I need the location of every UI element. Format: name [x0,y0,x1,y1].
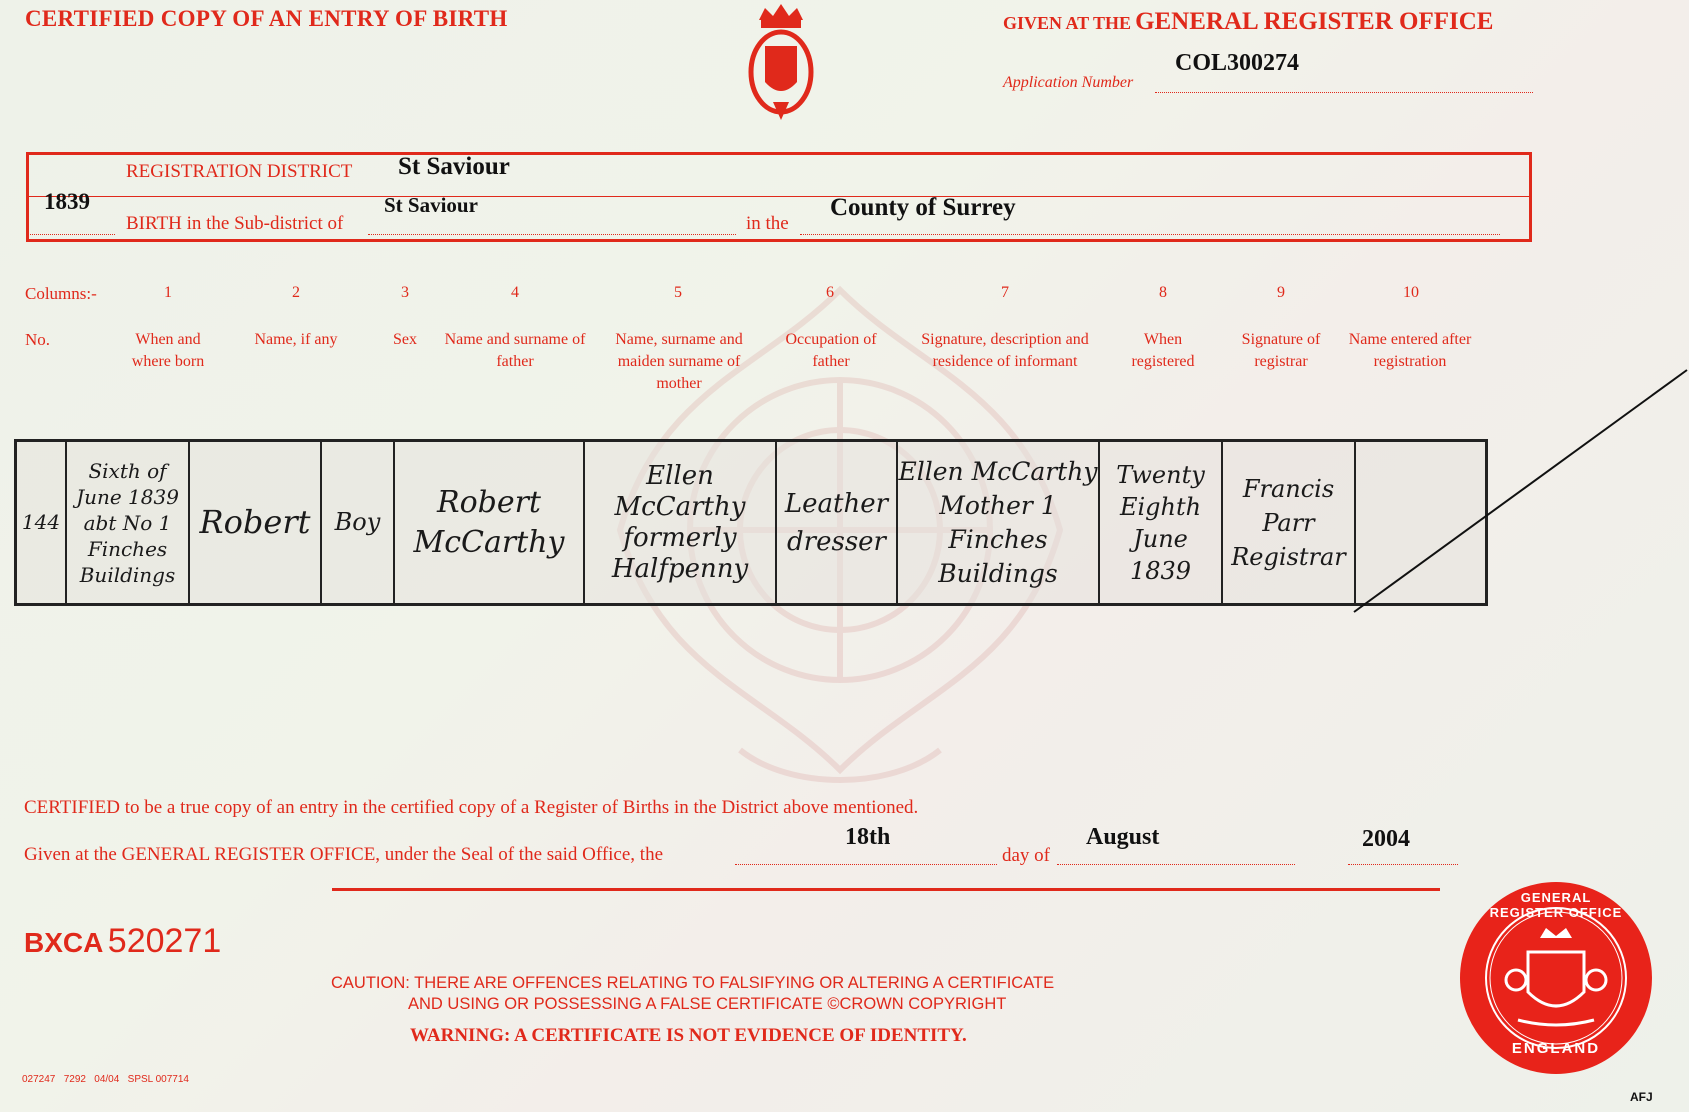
registration-district-value: St Saviour [398,153,510,180]
entry-informant: Ellen McCarthy Mother 1 Finches Buildings [898,441,1100,604]
column-number-9: 9 [1277,284,1285,301]
warning-text: WARNING: A CERTIFICATE IS NOT EVIDENCE OF IDENTITY. [410,1025,967,1046]
column-number-3: 3 [401,284,409,301]
in-the-label: in the [746,213,789,234]
registration-box-divider [26,196,1532,197]
day-of-label: day of [1002,845,1051,866]
entry-name: Robert [190,441,322,604]
column-header-when-born: When and where born [131,331,205,370]
column-number-5: 5 [674,284,682,301]
serial-prefix: BXCA [24,927,104,958]
certification-year: 2004 [1362,826,1410,852]
birth-sub-district-label: BIRTH in the Sub-district of [126,213,344,234]
given-at-header [1003,8,1493,36]
column-header-registrar: Signature of registrar [1241,331,1321,370]
certification-month: August [1086,824,1160,850]
serial-digits: 520271 [107,922,222,960]
column-number-10: 10 [1403,284,1419,301]
entry-occupation: Leather dresser [777,441,898,604]
column-header-mother: Name, surname and maiden surname of mother [615,331,743,392]
entry-when-registered: Twenty Eighth June 1839 [1100,441,1223,604]
entry-when-where-born: Sixth of June 1839 abt No 1 Finches Buildings [67,441,190,604]
column-number-8: 8 [1159,284,1167,301]
columns-label: Columns:- [25,284,97,303]
column-number-6: 6 [826,284,834,301]
strike-through-line [1352,360,1689,620]
entry-registrar: Francis Parr Registrar [1223,441,1356,604]
column-header-informant: Signature, description and residence of informant [921,331,1089,370]
entry-mother: Ellen McCarthy formerly Halfpenny [585,441,777,604]
footer-initials: AFJ [1630,1090,1653,1104]
certification-day: 18th [845,824,891,850]
caution-line-1: CAUTION: THERE ARE OFFENCES RELATING TO FALSIFYING OR ALTERING A CERTIFICATE [331,974,1055,992]
county-value: County of Surrey [830,194,1016,221]
certification-statement: CERTIFIED to be a true copy of an entry in the certified copy of a Register of Births in the District above mentioned. [24,797,919,818]
column-header-name: Name, if any [254,331,338,348]
certificate-title: CERTIFIED COPY OF AN ENTRY OF BIRTH [25,6,508,31]
caution-line-2: AND USING OR POSSESSING A FALSE CERTIFICATE ©CROWN COPYRIGHT [408,995,1007,1013]
column-number-4: 4 [511,284,519,301]
application-number-label: Application Number [1003,74,1134,91]
sub-district-value: St Saviour [384,193,478,217]
given-at-prefix: GIVEN AT THE [1003,13,1132,33]
column-header-father: Name and surname of father [444,331,586,370]
given-at-text: Given at the GENERAL REGISTER OFFICE, under the Seal of the said Office, the [24,844,664,865]
column-header-sex: Sex [393,331,417,348]
footer-codes: 027247 7292 04/04 SPSL 007714 [22,1074,189,1085]
seal-top-text: GENERAL REGISTER OFFICE [1489,890,1623,920]
column-header-occupation: Occupation of father [785,331,877,370]
column-number-7: 7 [1001,284,1009,301]
column-number-1: 1 [164,284,172,301]
entry-number: 144 [17,441,67,604]
royal-crest-icon [743,2,819,124]
entry-father: Robert McCarthy [395,441,585,604]
serial-number [24,922,221,961]
given-at-office: GENERAL REGISTER OFFICE [1135,8,1494,35]
registration-year: 1839 [44,189,90,214]
column-header-when-registered: When registered [1131,331,1195,370]
column-number-2: 2 [292,284,300,301]
entry-sex: Boy [322,441,395,604]
seal-bottom-text: ENGLAND [1511,1040,1601,1057]
registration-district-label: REGISTRATION DISTRICT [126,161,353,182]
no-label: No. [25,330,51,349]
red-divider-line [332,888,1440,891]
column-header-name-after: Name entered after registration [1348,331,1472,370]
application-number: COL300274 [1175,50,1300,76]
